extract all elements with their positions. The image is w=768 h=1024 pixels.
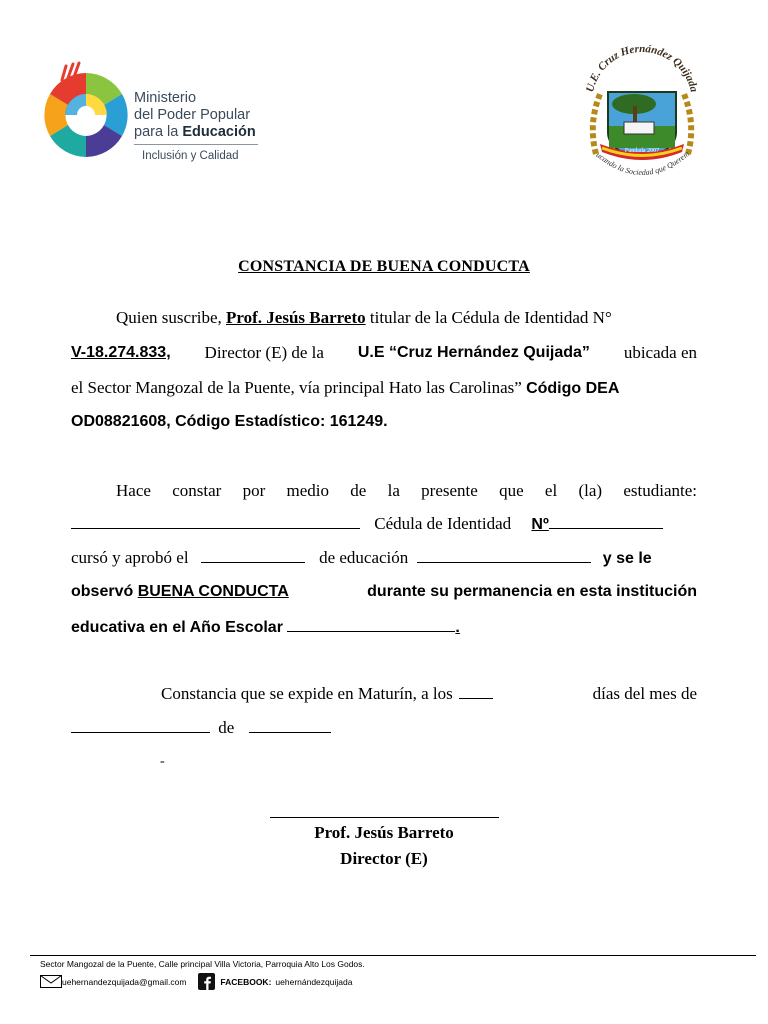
education-level-blank[interactable] xyxy=(417,547,591,563)
footer-contact xyxy=(40,973,352,990)
paragraph-2-line-2 xyxy=(71,512,697,536)
crest-ribbon-text: Fundada 2007 xyxy=(624,148,660,154)
p2-number-sign: Nº xyxy=(531,516,549,533)
p1-dea-code: OD08821608 xyxy=(71,413,167,430)
p2-de-educacion: de educación xyxy=(319,548,409,567)
grade-blank[interactable] xyxy=(201,547,305,563)
p1-intro: Quien suscribe, xyxy=(116,308,227,327)
year-blank[interactable] xyxy=(249,717,331,733)
paragraph-1-line-2 xyxy=(71,341,697,365)
signature-line xyxy=(270,817,499,818)
signature-role: Director (E) xyxy=(340,849,428,868)
p2-durante: durante su permanencia en esta institución xyxy=(367,583,697,600)
paragraph-3-line-1 xyxy=(71,682,697,706)
paragraph-1-line-1 xyxy=(71,306,697,330)
facebook-icon xyxy=(198,973,215,990)
stray-mark: - xyxy=(160,754,165,769)
day-blank[interactable] xyxy=(459,683,493,699)
p2-observo: observó xyxy=(71,583,138,600)
paragraph-1-line-4 xyxy=(71,409,697,433)
p2-cedula-label: Cédula de Identidad xyxy=(374,514,512,533)
student-name-blank[interactable] xyxy=(71,513,360,529)
footer-facebook-handle[interactable]: uehernándezquijada xyxy=(275,976,353,987)
p2-y-se-le: y se le xyxy=(602,550,652,567)
school-year-blank[interactable] xyxy=(287,616,455,632)
crest-arc-text: U.E. Cruz Hernández Quijada xyxy=(584,44,700,94)
p2-educativa: educativa en el Año Escolar xyxy=(71,619,288,636)
ministry-tagline: Inclusión y Calidad xyxy=(142,150,239,162)
envelope-icon xyxy=(40,975,62,988)
paragraph-3-line-2 xyxy=(71,716,697,740)
ministry-line-1: Ministerio xyxy=(134,90,197,106)
ministry-emblem-icon xyxy=(36,60,136,160)
crest-motto: ucando la Sociedad que Querem xyxy=(594,149,691,178)
footer-email[interactable]: uehernandezquijada@gmail.com xyxy=(62,976,187,987)
svg-text:U.E. Cruz Hernández Quijada xyxy=(584,44,700,94)
p2-line-1: Hace constar por medio de la presente que el (la) estudiante: xyxy=(116,481,697,500)
document-title: CONSTANCIA DE BUENA CONDUCTA xyxy=(238,258,530,275)
p1-dea-label: Código DEA xyxy=(526,380,620,397)
p1-school: U.E “Cruz Hernández Quijada” xyxy=(357,344,590,361)
ministry-name xyxy=(134,90,256,141)
school-crest-icon xyxy=(578,44,706,192)
p1-signer: Prof. Jesús Barreto xyxy=(226,308,366,327)
ministry-line-2: del Poder Popular xyxy=(134,107,251,123)
ministry-divider xyxy=(134,144,258,145)
p3-de: de xyxy=(218,718,235,737)
p1-after-signer: titular de la Cédula de Identidad N° xyxy=(365,308,612,327)
paragraph-2-line-3 xyxy=(71,546,697,570)
school-crest xyxy=(578,44,706,192)
p1-located: ubicada en xyxy=(623,343,697,362)
p1-line-3: el Sector Mangozal de la Puente, vía principal Hato las Carolinas” xyxy=(71,378,527,397)
month-blank[interactable] xyxy=(71,717,210,733)
footer-facebook-label: FACEBOOK: xyxy=(220,976,272,987)
p3-dias-del-mes: días del mes de xyxy=(592,684,697,703)
footer-divider xyxy=(30,955,756,956)
paragraph-2-line-4 xyxy=(71,580,697,604)
footer-address: Sector Mangozal de la Puente, Calle principal Villa Victoria, Parroquia Alto Los Godos. xyxy=(40,959,365,969)
p1-role: Director (E) de la xyxy=(204,343,324,362)
paragraph-2-line-5 xyxy=(71,615,697,639)
paragraph-2-line-1 xyxy=(71,479,697,503)
ministry-line-3 xyxy=(134,124,256,141)
ministry-line-3-prefix: para la xyxy=(134,124,183,140)
p2-curso: cursó y aprobó el xyxy=(71,548,189,567)
p1-ci: V-18.274.833, xyxy=(71,344,171,361)
student-id-blank[interactable] xyxy=(549,513,663,529)
signature-name: Prof. Jesús Barreto xyxy=(314,823,454,842)
p3-expide: Constancia que se expide en Maturín, a los xyxy=(161,684,453,703)
ministry-line-3-bold: Educación xyxy=(182,124,256,140)
paragraph-1-line-3 xyxy=(71,376,697,400)
p1-stat-code: , Código Estadístico: 161249. xyxy=(166,413,388,430)
p2-period: . xyxy=(455,619,460,636)
p2-buena-conducta: BUENA CONDUCTA xyxy=(137,583,289,600)
